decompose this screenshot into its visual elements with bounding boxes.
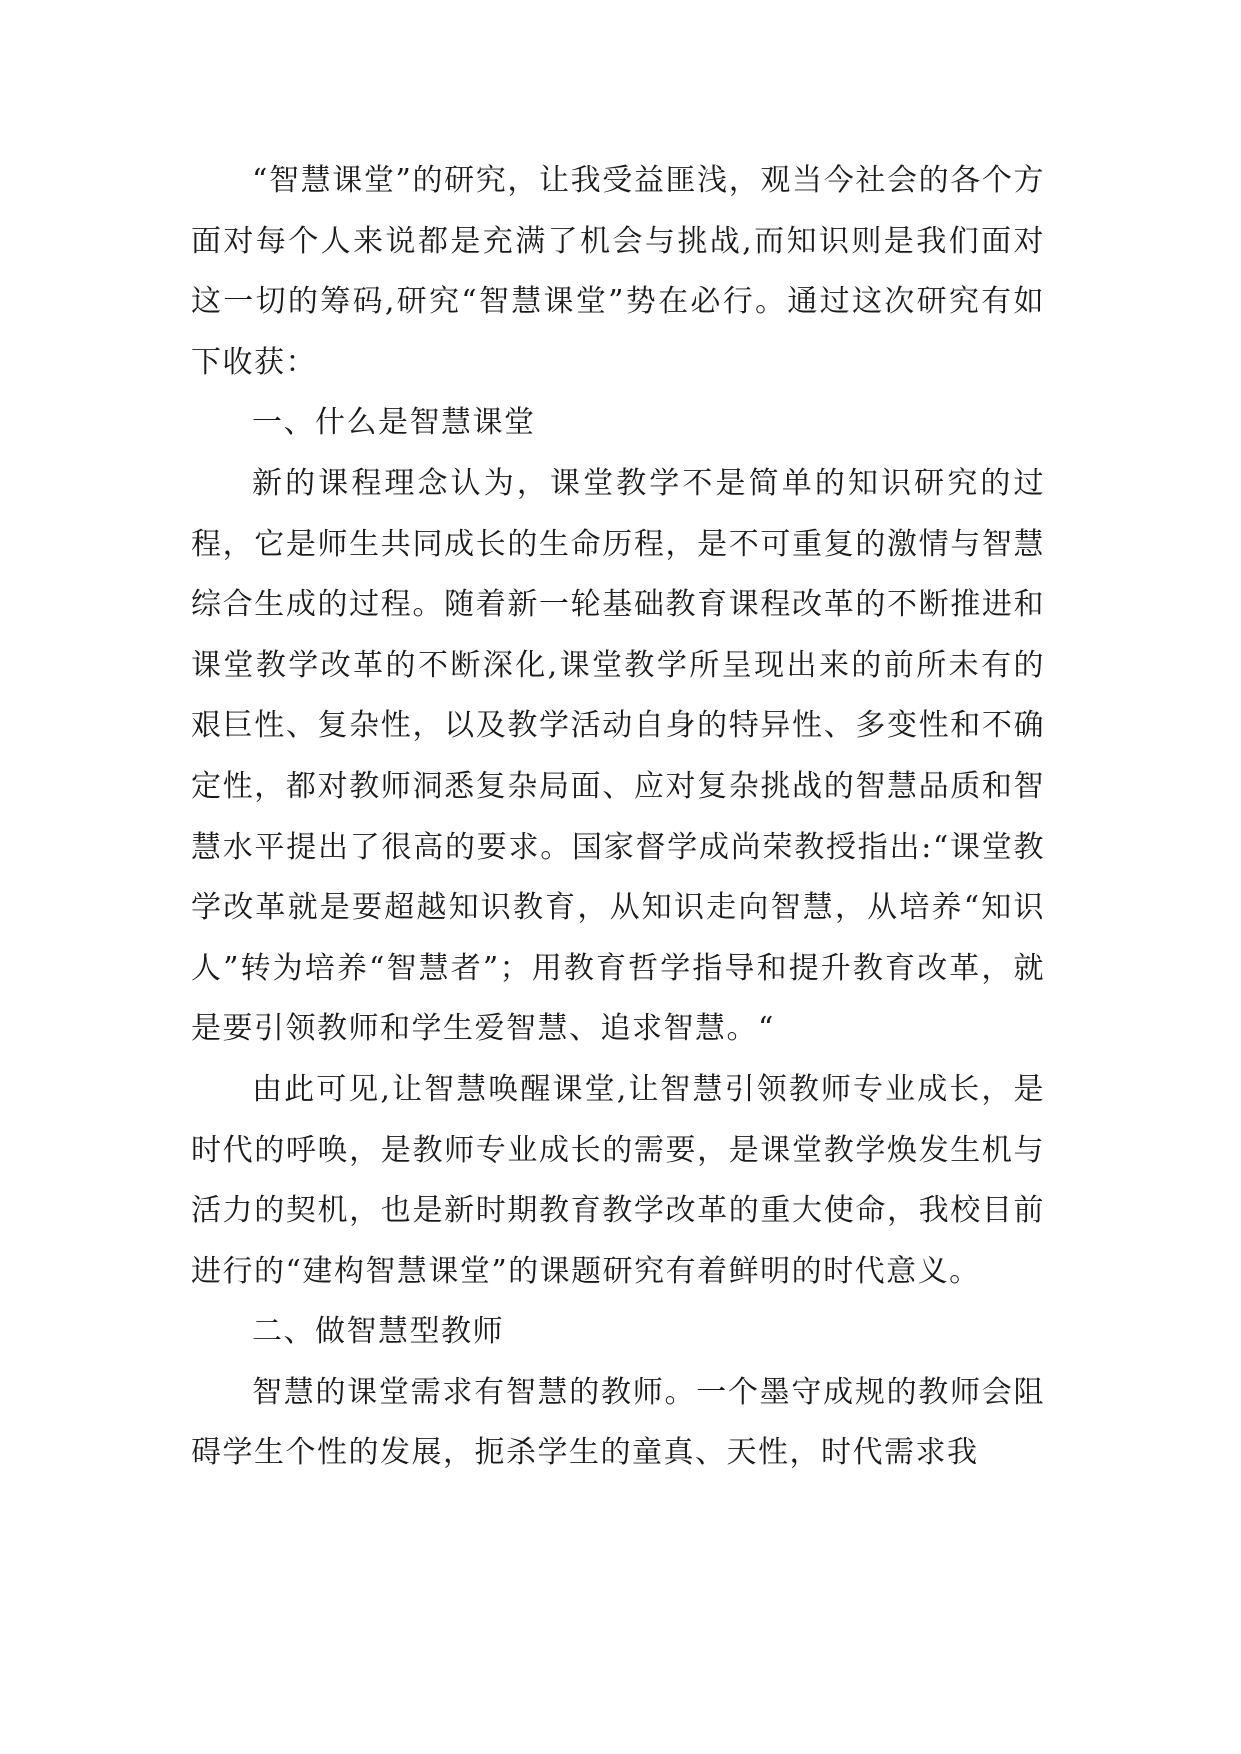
section1-paragraph-2: 由此可见,让智慧唤醒课堂,让智慧引领教师专业成长，是时代的呼唤，是教师专业成长的需要，是课堂教学焕发生机与活力的契机，也是新时期教育教学改革的重大使命，我校目前进行的“建构智慧课堂”的课题研究有着鲜明的时代意义。 (191, 1071, 1045, 1289)
section-heading-2: 二、做智慧型教师 (252, 1314, 504, 1350)
section2-paragraph-1: 智慧的课堂需求有智慧的教师。一个墨守成规的教师会阻碍学生个性的发展，扼杀学生的童真、天性，时代需求我 (191, 1374, 1045, 1471)
intro-paragraph: “智慧课堂”的研究，让我受益匪浅，观当今社会的各个方面对每个人来说都是充满了机会与挑战,而知识则是我们面对这一切的筹码,研究“智慧课堂”势在必行。通过这次研究有如下收获： (191, 163, 1045, 380)
document-body (191, 151, 1045, 1484)
section-heading-1: 一、什么是智慧课堂 (252, 405, 536, 441)
section1-paragraph-1: 新的课程理念认为，课堂教学不是简单的知识研究的过程，它是师生共同成长的生命历程，是不可重复的激情与智慧综合生成的过程。随着新一轮基础教育课程改革的不断推进和课堂教学改革的不断深化,课堂教学所呈现出来的前所未有的艰巨性、复杂性，以及教学活动自身的特异性、多变性和不确定性，都对教师洞悉复杂局面、应对复杂挑战的智慧品质和智慧水平提出了很高的要求。国家督学成尚荣教授指出:“课堂教学改革就是要超越知识教育，从知识走向智慧，从培养“知识人”转为培养“智慧者”；用教育哲学指导和提升教育改革，就是要引领教师和学生爱智慧、追求智慧。“ (191, 465, 1045, 1047)
